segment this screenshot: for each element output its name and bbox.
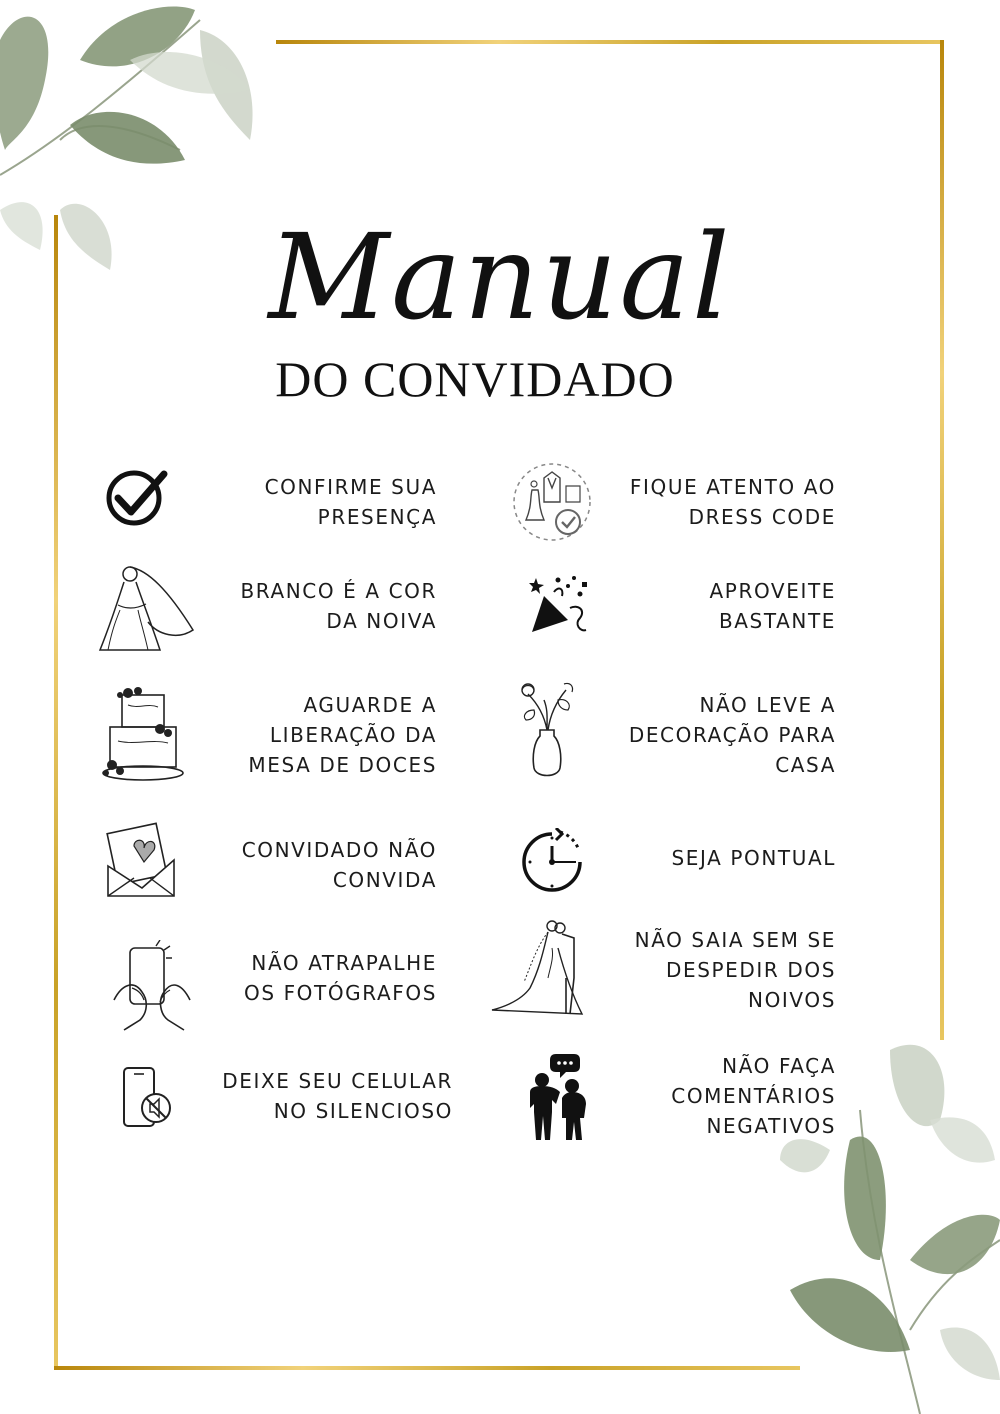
item-dont-take-decoration [629,690,836,780]
item-line: DRESS CODE [688,505,836,529]
item-line: COMENTÁRIOS [671,1084,836,1108]
item-phone-silent [222,1066,453,1126]
item-line: NOIVOS [748,988,836,1012]
item-line: LIBERAÇÃO DA [269,723,437,747]
flower-vase-icon [514,680,580,784]
item-line: FIQUE ATENTO AO [629,475,836,499]
party-popper-icon [528,574,590,636]
item-line: CONVIDA [332,868,437,892]
item-line: OS FOTÓGRAFOS [243,981,437,1005]
item-say-goodbye-couple [635,925,836,1015]
wedding-cake-icon [98,685,186,785]
item-confirm-presence [265,472,437,532]
item-dont-disturb-photographers [244,948,437,1008]
item-line: SEJA PONTUAL [671,846,836,870]
item-line: DEIXE SEU CELULAR [222,1069,453,1093]
item-dress-code [630,472,836,532]
item-be-punctual [671,843,836,873]
item-line: NÃO LEVE A [699,693,836,717]
item-line: NÃO SAIA SEM SE [634,928,836,952]
item-line: DESPEDIR DOS [665,958,836,982]
item-line: APROVEITE [709,579,836,603]
item-line: DA NOIVA [326,609,437,633]
item-wait-candy-table [248,690,437,780]
envelope-heart-icon [104,822,178,900]
dress-code-icon [510,462,594,542]
item-line: BRANCO É A COR [240,579,437,603]
item-line: CASA [775,753,836,777]
item-line: NÃO ATRAPALHE [251,951,437,975]
item-line: NEGATIVOS [706,1114,836,1138]
frame-bottom-line [54,1366,800,1370]
item-no-negative-comments [671,1051,836,1141]
page-title: Manual [268,208,732,346]
item-line: DECORAÇÃO PARA [628,723,836,747]
item-enjoy [710,576,837,636]
item-line: CONFIRME SUA [264,475,437,499]
frame-top-line [276,40,944,44]
clock-icon [520,828,584,894]
bride-veil-icon [98,560,194,654]
phone-photo-hands-icon [112,940,194,1032]
phone-muted-icon [118,1066,174,1130]
item-line: NÃO FAÇA [722,1054,836,1078]
item-line: PRESENÇA [317,505,437,529]
gossip-people-icon [526,1052,592,1142]
checkmark-circle-icon [104,468,170,528]
item-line: AGUARDE A [303,693,437,717]
item-line: MESA DE DOCES [248,753,437,777]
item-line: BASTANTE [718,609,836,633]
item-guest-does-not-invite [242,835,437,895]
frame-right-line [940,40,944,1040]
item-white-color-bride [240,576,437,636]
couple-icon [490,918,588,1016]
item-line: NO SILENCIOSO [273,1099,453,1123]
item-line: CONVIDADO NÃO [241,838,437,862]
page-subtitle: DO CONVIDADO [275,351,675,407]
